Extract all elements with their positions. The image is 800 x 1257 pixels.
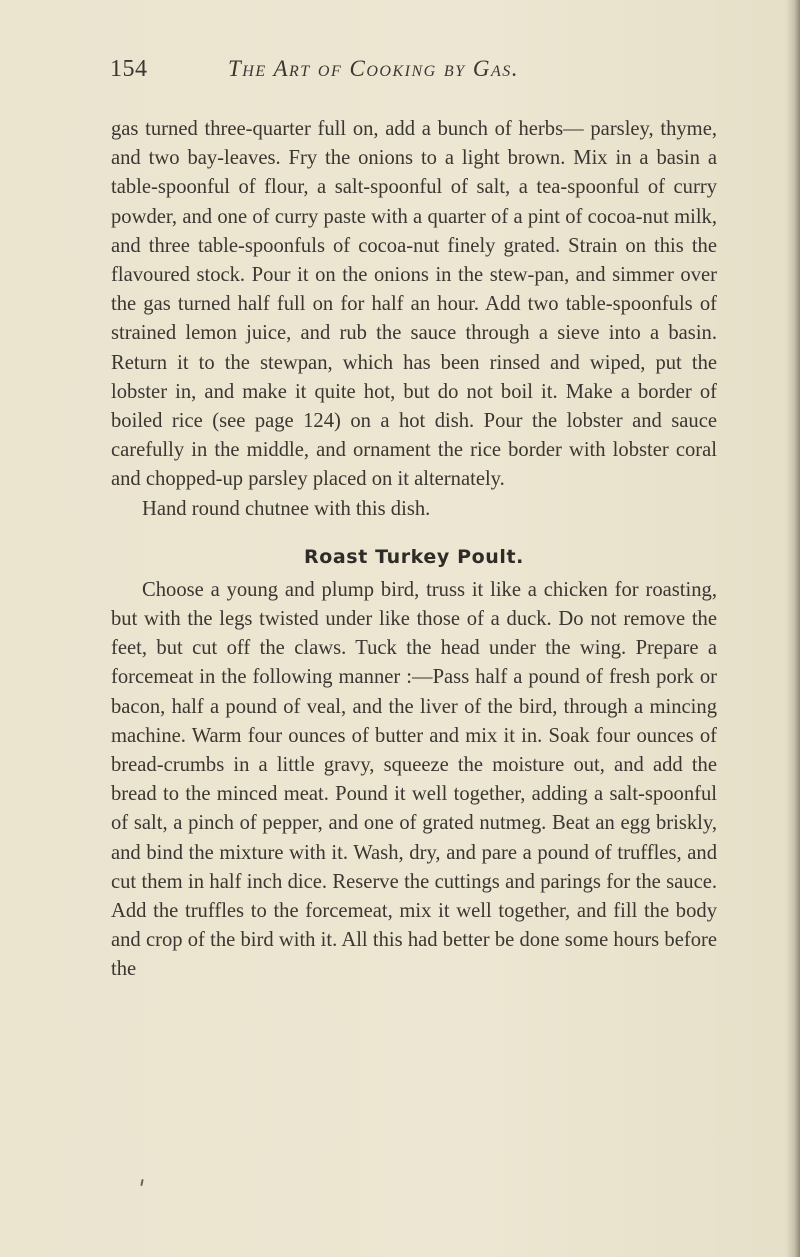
- paragraph-roast-turkey-poult: Choose a young and plump bird, truss it like a chicken for roasting, but with the legs twisted under like those of a duck. Do not remove the feet, but cut off the claws. Tuck the head under the wing. Prepare a forcemeat in the following manner :—Pass half a pound of fresh pork or bacon, half a pound of veal, and the liver of the bird, through a mincing machine. Warm four ounces of butter and mix it in. Soak four ounces of bread-crumbs in a little gravy, squeeze the moisture out, and add the bread to the minced meat. Pound it well together, adding a salt-spoonful of salt, a pinch of pepper, and one of grated nutmeg. Beat an egg briskly, and bind the mixture with it. Wash, dry, and pare a pound of truffles, and cut them in half inch dice. Reserve the cuttings and parings for the sauce. Add the truffles to the forcemeat, mix it well together, and fill the body and crop of the bird with it. All this had better be done some hours before the: [111, 578, 717, 981]
- paragraph-serving-note: Hand round chutnee with this dish.: [142, 497, 431, 520]
- running-title: The Art of Cooking by Gas.: [228, 56, 519, 81]
- page-number: 154: [110, 56, 148, 82]
- paragraph-lobster-curry-continued: gas turned three-quarter full on, add a bunch of herbs— parsley, thyme, and two bay-leaves. Fry the onions to a light brown. Mix in a basin a table-spoonful of flour, a salt-spoonful of salt, a tea-spoonful of curry powder, and one of curry paste with a quarter of a pint of cocoa-nut milk, and three table-spoonfuls of cocoa-nut finely grated. Strain on this the flavoured stock. Pour it on the onions in the stew-pan, and simmer over the gas turned half full on for half an hour. Add two table-spoonfuls of strained lemon juice, and rub the sauce through a sieve into a basin. Return it to the stewpan, which has been rinsed and wiped, put the lobster in, and make it quite hot, but do not boil it. Make a border of boiled rice (see page 124) on a hot dish. Pour the lobster and sauce carefully in the middle, and ornament the rice border with lobster coral and chopped-up parsley placed on it alternately.: [111, 118, 717, 491]
- paper-speck: [140, 1179, 143, 1186]
- page-body: [111, 115, 717, 985]
- page-edge-shadow: [786, 0, 800, 1257]
- page-header: [110, 56, 720, 92]
- section-heading: Roast Turkey Poult.: [303, 545, 524, 568]
